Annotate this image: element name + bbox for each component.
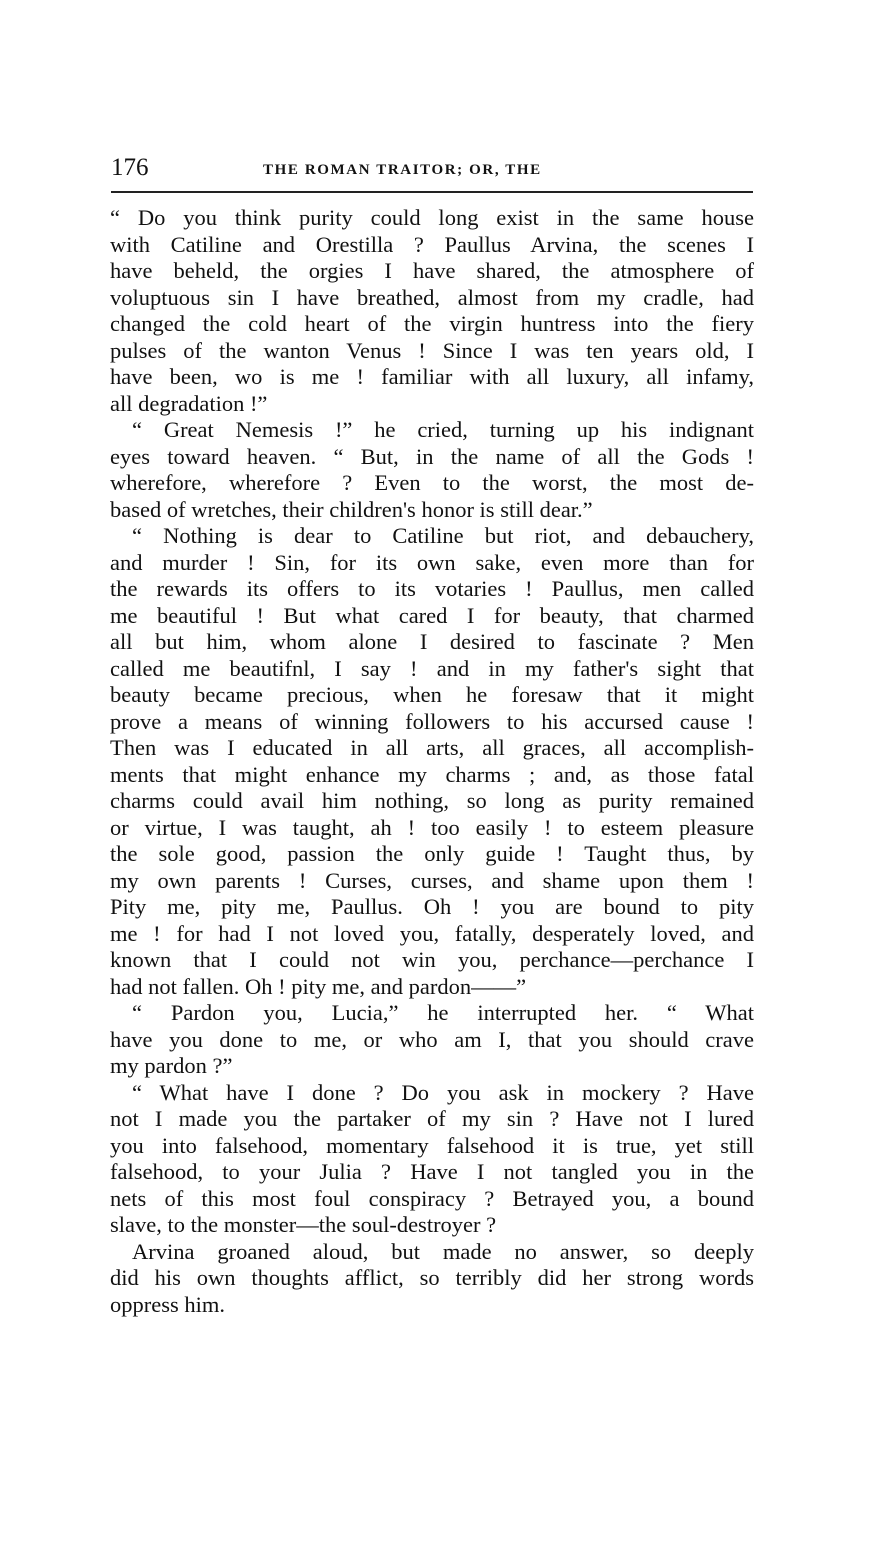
body-text [110,205,754,1318]
text-line: with Catiline and Orestilla ? Paullus Arvina, the scenes I [110,231,754,257]
text-line: me beautiful ! But what cared I for beauty, that charmed [110,602,754,628]
text-line: charms could avail him nothing, so long as purity remained [110,788,754,813]
text-line: changed the cold heart of the virgin huntress into the fiery [110,311,754,336]
text-line: slave, to the monster—the soul-destroyer ? [110,1212,497,1237]
text-line: oppress him. [110,1291,225,1317]
running-head: THE ROMAN TRAITOR; OR, THE [263,162,542,178]
page-header [111,153,753,187]
paragraph [110,1239,754,1319]
text-line: and murder ! Sin, for its own sake, even more than for [110,549,754,575]
text-line: had not fallen. Oh ! pity me, and pardon——” [110,973,527,999]
text-line: have you done to me, or who am I, that you should crave [110,1026,754,1052]
text-line: Then was I educated in all arts, all graces, all accomplish- [110,735,754,760]
text-line: based of wretches, their children's honor is still dear.” [110,496,593,522]
text-line: pulses of the wanton Venus ! Since I was ten years old, I [110,337,754,363]
text-line: have beheld, the orgies I have shared, the atmosphere of [110,258,754,283]
text-line: wherefore, wherefore ? Even to the worst, the most de- [110,470,754,495]
paragraph [110,417,754,523]
text-line: all degradation !” [110,390,268,416]
text-line: my own parents ! Curses, curses, and shame upon them ! [110,867,754,893]
text-line: not I made you the partaker of my sin ? Have not I lured [110,1106,754,1131]
text-line: the rewards its offers to its votaries ! Paullus, men called [110,576,754,601]
text-line: you into falsehood, momentary falsehood it is true, yet still [110,1132,754,1158]
paragraph [110,205,754,417]
paragraph [110,523,754,1000]
text-line: voluptuous sin I have breathed, almost from my cradle, had [110,284,754,310]
text-line: have been, wo is me ! familiar with all luxury, all infamy, [110,364,754,389]
text-line: the sole good, passion the only guide ! Taught thus, by [110,841,754,866]
text-line: my pardon ?” [110,1053,233,1078]
text-line: nets of this most foul conspiracy ? Betrayed you, a bound [110,1185,754,1211]
text-line: “ Pardon you, Lucia,” he interrupted her. “ What [132,1000,754,1025]
paragraph [110,1080,754,1239]
text-line: “ Do you think purity could long exist in the same house [110,205,754,230]
paragraph [110,1000,754,1080]
text-line: or virtue, I was taught, ah ! too easily ! to esteem pleasure [110,814,754,840]
text-line: ments that might enhance my charms ; and, as those fatal [110,761,754,787]
text-line: called me beautifnl, I say ! and in my father's sight that [110,655,754,681]
text-line: beauty became precious, when he foresaw that it might [110,682,754,707]
text-line: prove a means of winning followers to his accursed cause ! [110,708,754,734]
text-line: Arvina groaned aloud, but made no answer, so deeply [132,1238,754,1264]
header-rule [111,191,753,193]
text-line: Pity me, pity me, Paullus. Oh ! you are bound to pity [110,894,754,919]
page-number: 176 [111,154,149,181]
text-line: me ! for had I not loved you, fatally, desperately loved, and [110,920,754,946]
text-line: “ What have I done ? Do you ask in mockery ? Have [132,1079,754,1105]
text-line: “ Great Nemesis !” he cried, turning up his indignant [132,417,754,442]
text-line: falsehood, to your Julia ? Have I not tangled you in the [110,1159,754,1184]
text-line: all but him, whom alone I desired to fascinate ? Men [110,629,754,654]
text-line: known that I could not win you, perchance—perchance I [110,947,754,972]
text-line: eyes toward heaven. “ But, in the name of all the Gods ! [110,443,754,469]
text-line: “ Nothing is dear to Catiline but riot, and debauchery, [132,523,754,548]
text-line: did his own thoughts afflict, so terribly did her strong words [110,1265,754,1290]
